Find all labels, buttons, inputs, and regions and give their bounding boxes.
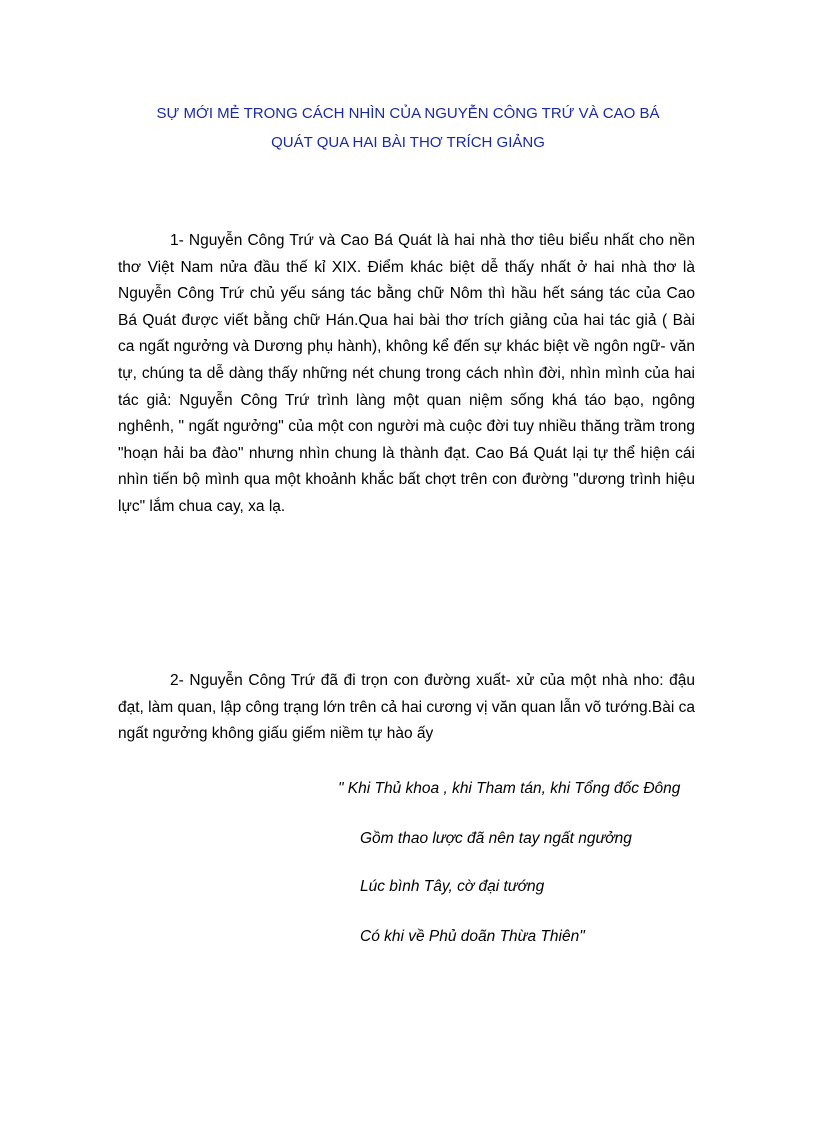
poem-line-1: " Khi Thủ khoa , khi Tham tán, khi Tổng đốc Đông <box>338 780 681 797</box>
poem-line-4: Có khi về Phủ doãn Thừa Thiên" <box>360 928 585 945</box>
document-title <box>100 99 716 157</box>
title-line-2: QUÁT QUA HAI BÀI THƠ TRÍCH GIẢNG <box>271 134 545 151</box>
paragraph-1: 1- Nguyễn Công Trứ và Cao Bá Quát là hai nhà thơ tiêu biểu nhất cho nền thơ Việt Nam nửa đầu thế kỉ XIX. Điểm khác biệt dễ thấy nhất ở hai nhà thơ là Nguyễn Công Trứ chủ yếu sáng tác bằng chữ Nôm thì hầu hết sáng tác của Cao Bá Quát được viết bằng chữ Hán.Qua hai bài thơ trích giảng của hai tác giả ( Bài ca ngất ngưởng và Dương phụ hành), không kể đến sự khác biệt về ngôn ngữ- văn tự, chúng ta dễ dàng thấy những nét chung trong cách nhìn đời, nhìn mình của hai tác giả: Nguyễn Công Trứ trình làng một quan niệm sống khá táo bạo, ngông nghênh, " ngất ngưởng" của một con người mà cuộc đời tuy nhiều thăng trầm trong "hoạn hải ba đào" nhưng nhìn chung là thành đạt. Cao Bá Quát lại tự thể hiện cái nhìn tiến bộ mình qua một khoảnh khắc bất chợt trên con đường "dương trình hiệu lực" lắm chua cay, xa lạ. <box>118 232 695 515</box>
paragraph-2: 2- Nguyễn Công Trứ đã đi trọn con đường xuất- xử của một nhà nho: đậu đạt, làm quan, lập công trạng lớn trên cả hai cương vị văn quan lẫn võ tướng.Bài ca ngất ngưởng không giấu giếm niềm tự hào ấy <box>118 672 695 743</box>
title-line-1: SỰ MỚI MẺ TRONG CÁCH NHÌN CỦA NGUYỄN CÔNG TRỨ VÀ CAO BÁ <box>156 105 660 122</box>
poem-line-3: Lúc bình Tây, cờ đại tướng <box>360 878 545 895</box>
poem-line-2: Gồm thao lược đã nên tay ngất ngưởng <box>360 830 632 847</box>
